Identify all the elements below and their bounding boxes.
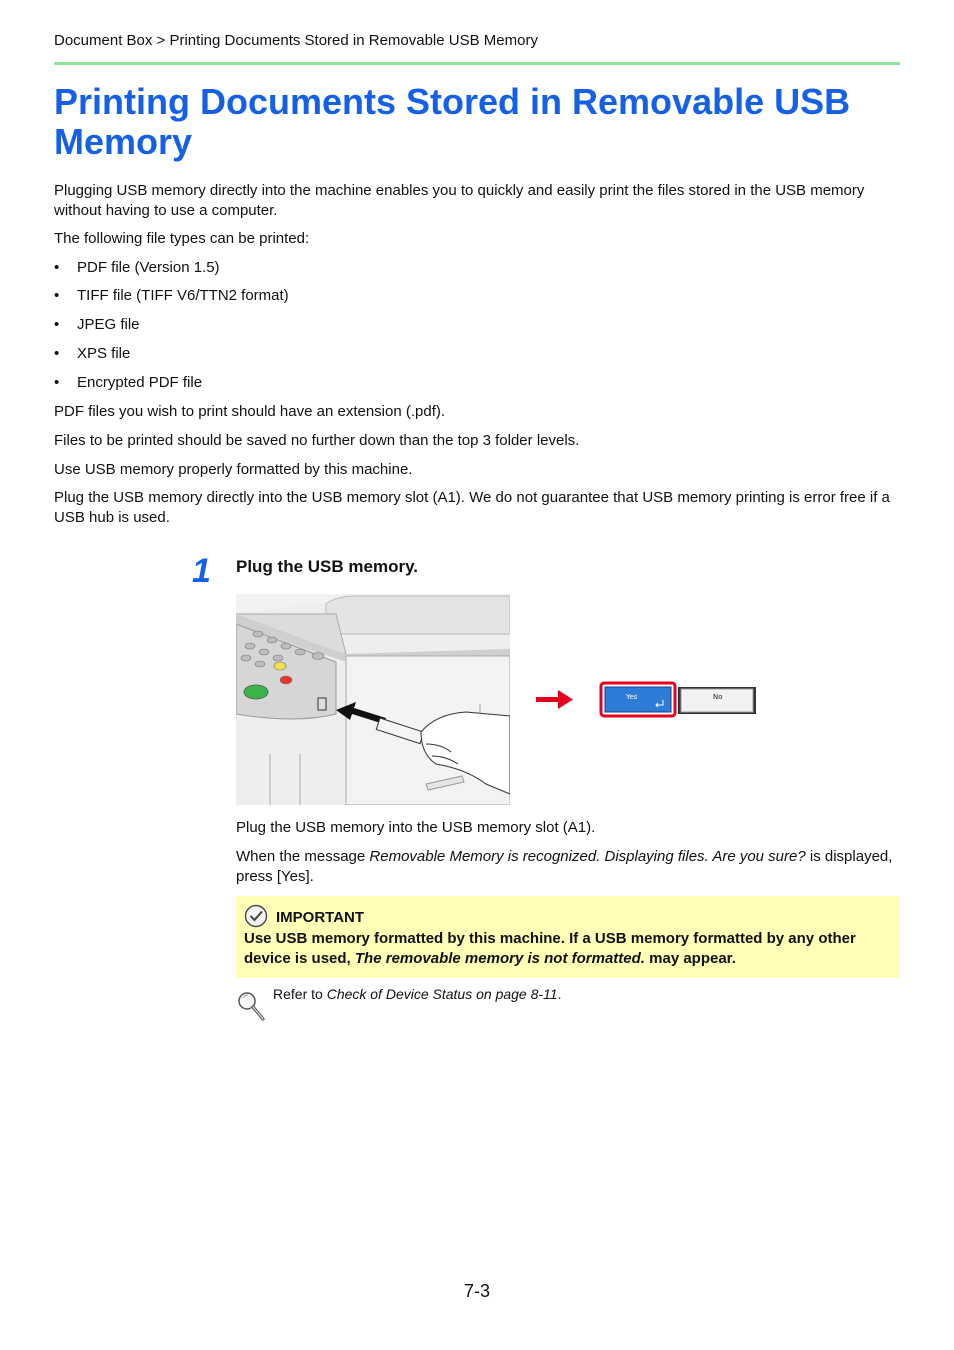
usb-insertion-illustration	[236, 594, 510, 805]
caption-text: is displayed, press [Yes].	[236, 848, 893, 885]
checkmark-icon	[244, 904, 268, 928]
red-arrow-icon	[536, 690, 573, 709]
bullet-marker: •	[54, 287, 60, 304]
bullet-marker: •	[54, 316, 60, 333]
important-text-part: may appear.	[644, 950, 736, 967]
bullet-marker: •	[54, 345, 60, 362]
breadcrumb: Document Box > Printing Documents Stored in Removable USB Memory	[54, 32, 538, 49]
yes-no-panel-graphic	[536, 680, 760, 720]
reference-link[interactable]: Check of Device Status on page 8-11	[326, 986, 558, 1002]
note-paragraph: Plug the USB memory directly into the USB memory slot (A1). We do not guarantee that USB memory printing is error free if a USB hub is used.	[54, 489, 890, 526]
list-item-text: XPS file	[77, 345, 131, 362]
important-text-part: Use USB memory formatted by this machine. If a USB memory formatted by any other device is used,	[244, 930, 856, 967]
page-title: Printing Documents Stored in Removable USB Memory	[54, 81, 851, 162]
note-paragraph: PDF files you wish to print should have an extension (.pdf).	[54, 403, 446, 420]
bullet-marker: •	[54, 259, 60, 276]
magnifier-icon	[236, 990, 266, 1022]
list-item-text: TIFF file (TIFF V6/TTN2 format)	[77, 287, 289, 304]
no-button-label: No	[713, 693, 723, 701]
note-paragraph: Files to be printed should be saved no further down than the top 3 folder levels.	[54, 432, 580, 449]
important-message: The removable memory is not formatted.	[354, 950, 645, 967]
important-heading: IMPORTANT	[276, 909, 365, 926]
page-number: 7-3	[463, 1281, 490, 1301]
reference-text: Refer to	[273, 986, 327, 1002]
intro-paragraph: Plugging USB memory directly into the machine enables you to quickly and easily print the files stored in the USB memory without having to use a computer.	[54, 182, 865, 219]
step-caption-message	[236, 847, 896, 887]
bullet-marker: •	[54, 374, 60, 391]
list-item-text: Encrypted PDF file	[77, 374, 203, 391]
important-text	[244, 929, 894, 969]
reference-note	[273, 986, 561, 1002]
yes-button-label: Yes	[626, 693, 638, 701]
important-box	[236, 896, 900, 978]
message-text: Removable Memory is recognized. Displaying files. Are you sure?	[369, 848, 806, 865]
file-types-intro: The following file types can be printed:	[54, 230, 310, 247]
step-number: 1	[192, 552, 211, 590]
list-item-text: PDF file (Version 1.5)	[77, 259, 220, 276]
reference-text: .	[557, 986, 562, 1002]
list-item-text: JPEG file	[77, 316, 140, 333]
step-caption: Plug the USB memory into the USB memory slot (A1).	[236, 819, 596, 836]
step-title: Plug the USB memory.	[236, 557, 418, 576]
header-divider	[54, 62, 900, 65]
caption-text: When the message	[236, 848, 370, 865]
note-paragraph: Use USB memory properly formatted by this machine.	[54, 461, 413, 478]
